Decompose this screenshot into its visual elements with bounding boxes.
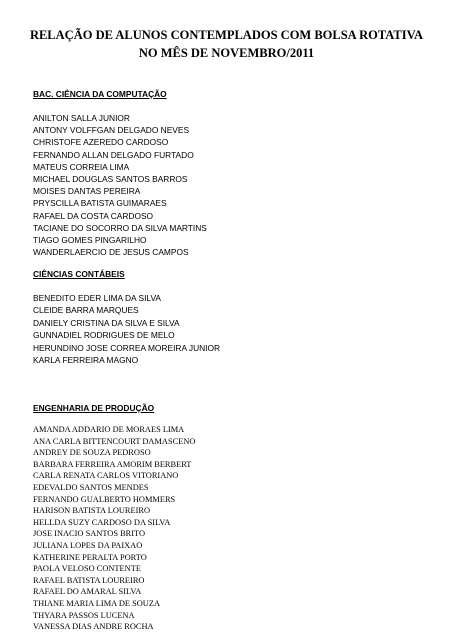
student-list: [33, 292, 433, 366]
student-name: RAFAEL DO AMARAL SILVA: [33, 587, 142, 597]
student-name: HARISON BATISTA LOUREIRO: [33, 506, 151, 516]
student-name: CARLA RENATA CARLOS VITORIANO: [33, 471, 179, 481]
student-name: ANTONY VOLFFGAN DELGADO NEVES: [33, 125, 190, 136]
student-name: TACIANE DO SOCORRO DA SILVA MARTINS: [33, 222, 207, 233]
section-heading: BAC. CIÊNCIA DA COMPUTAÇÃO: [33, 89, 167, 99]
section-engenharia-producao: [33, 402, 433, 633]
student-name: EDEVALDO SANTOS MENDES: [33, 482, 149, 492]
title-line-1: RELAÇÃO DE ALUNOS CONTEMPLADOS COM BOLSA ROTATIVA: [29, 28, 424, 42]
student-name: GUNNADIEL RODRIGUES DE MELO: [33, 330, 175, 341]
student-name: AMANDA ADDARIO DE MORAES LIMA: [33, 425, 185, 434]
student-name: MOISES DANTAS PEREIRA: [33, 186, 141, 197]
student-name: WANDERLAERCIO DE JESUS CAMPOS: [33, 247, 189, 258]
student-name: KATHERINE PERALTA PORTO: [33, 552, 147, 562]
student-name: MATEUS CORREIA LIMA: [33, 161, 130, 172]
student-name: HERUNDINO JOSE CORREA MOREIRA JUNIOR: [33, 342, 221, 353]
student-name: TIAGO GOMES PINGARILHO: [33, 234, 147, 245]
student-list: [33, 424, 433, 633]
student-name: VANESSA DIAS ANDRE ROCHA: [33, 622, 154, 632]
student-name: RAFAEL BATISTA LOUREIRO: [33, 575, 145, 585]
page-title: [0, 26, 453, 62]
section-ciencias-contabeis: [33, 268, 433, 366]
student-name: KARLA FERREIRA MAGNO: [33, 354, 139, 365]
student-name: ANDREY DE SOUZA PEDROSO: [33, 448, 151, 458]
student-name: RAFAEL DA COSTA CARDOSO: [33, 210, 154, 221]
student-name: FERNANDO GUALBERTO HOMMERS: [33, 494, 176, 504]
student-name: PAOLA VELOSO CONTENTE: [33, 564, 141, 574]
section-heading: CIÊNCIAS CONTÁBEIS: [33, 269, 125, 279]
section-heading: ENGENHARIA DE PRODUÇÃO: [33, 403, 155, 413]
title-line-2: NO MÊS DE NOVEMBRO/2011: [138, 46, 315, 60]
student-name: BARBARA FERREIRA AMORIM BERBERT: [33, 459, 192, 469]
student-name: ANA CARLA BITTENCOURT DAMASCENO: [33, 436, 196, 446]
student-name: BENEDITO EDER LIMA DA SILVA: [33, 293, 161, 303]
student-name: DANIELY CRISTINA DA SILVA E SILVA: [33, 317, 180, 328]
student-name: MICHAEL DOUGLAS SANTOS BARROS: [33, 173, 188, 184]
student-name: FERNANDO ALLAN DELGADO FURTADO: [33, 149, 194, 160]
student-name: JULIANA LOPES DA PAIXAO: [33, 540, 143, 550]
section-ciencia-computacao: [33, 88, 433, 258]
student-list: [33, 112, 433, 258]
student-name: THIANE MARIA LIMA DE SOUZA: [33, 598, 161, 608]
student-name: CLEIDE BARRA MARQUES: [33, 305, 139, 316]
student-name: THYARA PASSOS LUCENA: [33, 610, 135, 620]
student-name: JOSE INACIO SANTOS BRITO: [33, 529, 146, 539]
student-name: ANILTON SALLA JUNIOR: [33, 113, 130, 123]
student-name: HELLDA SUZY CARDOSO DA SILVA: [33, 517, 171, 527]
student-name: CHRISTOFE AZEREDO CARDOSO: [33, 137, 169, 148]
student-name: PRYSCILLA BATISTA GUIMARAES: [33, 198, 167, 209]
